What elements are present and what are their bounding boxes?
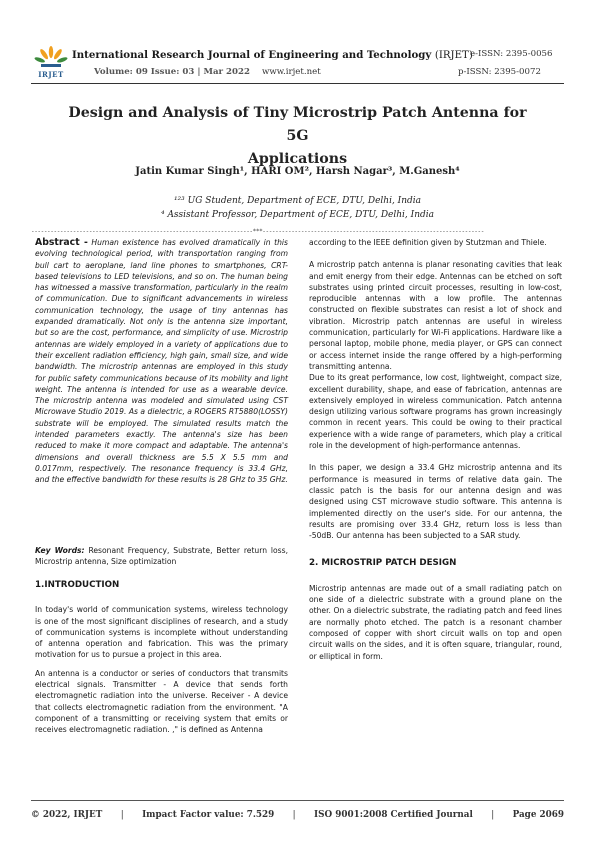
keywords-label: Key Words: [35,546,85,555]
section-separator: ---------------------------------------------------------------------***--------------------------------------------------------------------- [31,228,484,235]
journal-name [72,49,473,61]
title-line-2: Applications [247,151,348,167]
right-paragraph-3: In this paper, we design a 33.4 GHz microstrip antenna and its performance is measured in terms of relative data gain. The classic patch is the basis for our antenna design and was designed using CST microwave studio software. This antenna is implemented directly on the user's side. For our antenna, the results are promising over 33.4 GHz, return loss is less than -50dB. Our antenna has been subjected to a SAR study. [309,463,562,541]
intro-paragraph-1: In today's world of communication systems, wireless technology is one of the most significant disciplines of research, and a study of communication systems is incomplete without understanding of antenna operation and fabrication. This was the primary motivation for us to pursue a project in this area. [35,605,288,660]
footer-divider [31,800,564,801]
footer-impact-factor: Impact Factor value: 7.529 [142,810,275,820]
section-1-heading: 1.INTRODUCTION [35,580,120,590]
right-column [309,237,562,662]
right-paragraph-1: A microstrip patch antenna is planar resonating cavities that leak and emit energy from their edge. Antennas can be etched on soft substrates using printed circuit processes, resulting in low-cost, reproducible antennas with a low profile. The antennas constructed on flexible substrates can resist a lot of shock and vibration. Microstrip patch antennas are useful in wireless communication, particularly for Wi-Fi applications. Hardware like a personal laptop, mobile phone, media player, or GPS can connect or access internet inside the range offered by a high-performing transmitting antenna. [309,260,562,371]
page-footer [31,808,564,822]
e-issn: e-ISSN: 2395-0056 [470,49,553,59]
author-list: Jatin Kumar Singh¹, HARI OM², Harsh Nagar³, M.Ganesh⁴ [135,166,460,177]
footer-iso: ISO 9001:2008 Certified Journal [314,810,473,820]
intro-paragraph-2: An antenna is a conductor or series of conductors that transmits electrical signals. Transmitter - A device that sends forth electromagnetic radiation into the universe. Receiver - A device that collects electromagnetic radiation from the environment. "A component of a transmitting or receiving system that emits or receives electromagnetic radiation. ," is defined as Antenna [35,668,288,735]
abstract-label: Abstract - [35,237,88,248]
journal-abbr: (IRJET) [434,50,473,61]
footer-page-number: Page 2069 [512,810,564,820]
website-link[interactable]: www.irjet.net [262,67,321,77]
header-divider [31,83,564,84]
section-1 [35,580,288,736]
volume-issue: Volume: 09 Issue: 03 | Mar 2022 [94,67,250,77]
keywords [35,545,288,568]
right-paragraph-2: Due to its great performance, low cost, lightweight, compact size, excellent durability, shape, and ease of fabrication, antennas are extensively employed in wireless communication. Patch antenna design utilizing various software programs has grown increasingly common in recent years. This could be owing to their practical experience with a wide range of parameters, which play a critical role in the development of high-performance antennas. [309,373,562,451]
paper-title [60,102,535,171]
section-2-heading: 2. MICROSTRIP PATCH DESIGN [309,558,457,569]
keywords-text: Resonant Frequency, Substrate, Better return loss, Microstrip antenna, Size optimization [35,546,288,567]
right-paragraph-0: according to the IEEE definition given by Stutzman and Thiele. [309,238,547,247]
right-paragraph-4: Microstrip antennas are made out of a small radiating patch on one side of a dielectric substrate with a ground plane on the other. On a dielectric substrate, the radiating patch and feed lines are normally photo etched. The patch is a resonant chamber composed of copper with short circuit walls on top and open circuit walls on the sides, and it is often square, triangular, round, or elliptical in form. [309,583,562,661]
footer-divider-3: | [491,810,495,820]
title-line-1: Design and Analysis of Tiny Microstrip Patch Antenna for 5G [68,105,527,144]
footer-copyright: © 2022, IRJET [31,810,103,820]
footer-divider-2: | [292,810,296,820]
affiliation-2: ⁴ Assistant Professor, Department of ECE, DTU, Delhi, India [160,210,435,220]
logo-text: IRJET [38,70,64,79]
abstract [35,237,288,486]
footer-divider-1: | [120,810,124,820]
affiliation-1: ¹²³ UG Student, Department of ECE, DTU, Delhi, India [173,196,422,206]
abstract-text: Human existence has evolved dramatically in this evolving technological period, with transportation ranging from bull cart to aeroplane, land line phones to smartphones, CRT-based televisions to LED televisions, and so on. The human being has witnessed a massive transformation, particularly in the realm of communication. Due to significant advancements in wireless communication technology, the usage of tiny antennas has expanded dramatically. Not only is the antenna size important, but so are the cost, performance, and simplicity of use. Microstrip antennas are widely employed in a variety of applications due to their excellent radiation efficiency, high gain, small size, and wide bandwidth. The microstrip antennas are employed in this study for public safety communications because of its mobility and light weight. The antenna is intended for use as a wearable device. The microstrip antenna was modeled and simulated using CST Microwave Studio 2019. As a dielectric, a ROGERS RT5880(LOSSY) substrate will be employed. The simulated results match the intended parameters exactly. The antenna's size has been reduced to make it more compact and adaptable. The antenna's dimensions and overall thickness are 5.5 X 5.5 mm and 0.017mm, respectively. The resonance frequency is 33.4 GHz, and the effective bandwidth for these results is 28 GHz to 35 GHz. [35,238,288,485]
journal-title: International Research Journal of Engineering and Technology [72,49,432,61]
p-issn: p-ISSN: 2395-0072 [458,67,541,77]
